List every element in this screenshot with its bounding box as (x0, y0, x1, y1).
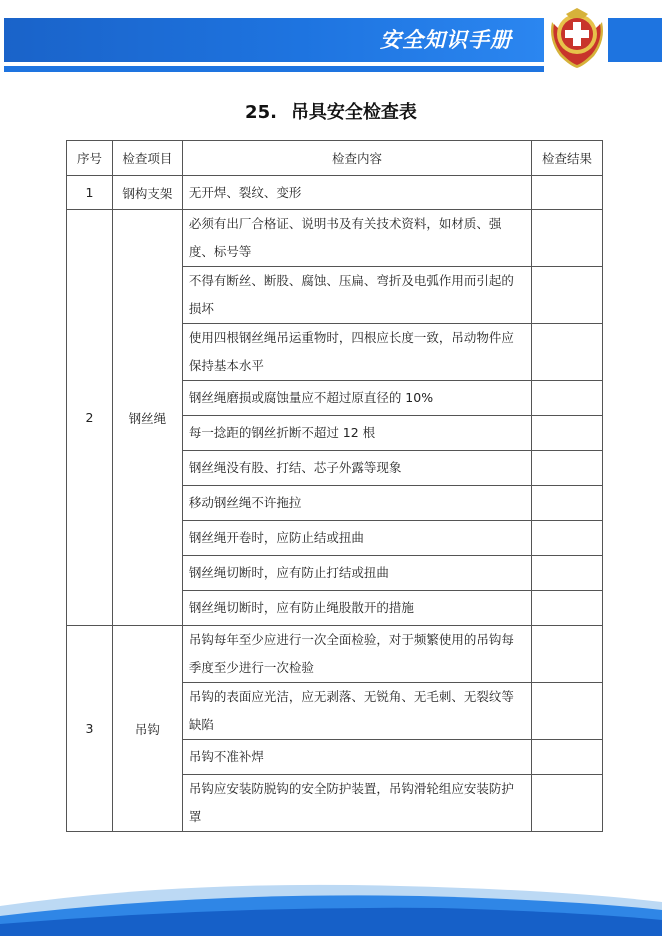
row-content: 钢丝绳没有股、打结、芯子外露等现象 (182, 451, 531, 486)
footer-wave (0, 872, 662, 936)
header-stripe (4, 66, 544, 72)
result-cell (532, 451, 603, 486)
inspection-table (66, 140, 603, 832)
result-cell (532, 416, 603, 451)
result-cell (532, 324, 603, 381)
row-content: 吊钩每年至少应进行一次全面检验，对于频繁使用的吊钩每季度至少进行一次检验 (182, 626, 531, 683)
table-header-row (67, 141, 603, 176)
row-content: 吊钩应安装防脱钩的安全防护装置，吊钩滑轮组应安装防护罩 (182, 775, 531, 832)
row-content: 吊钩的表面应光洁，应无剥落、无锐角、无毛刺、无裂纹等缺陷 (182, 683, 531, 740)
result-cell (532, 486, 603, 521)
table-row (67, 176, 603, 210)
row-content: 吊钩不准补焊 (182, 740, 531, 775)
row-item: 钢构支架 (112, 176, 182, 210)
result-cell (532, 381, 603, 416)
row-no: 2 (67, 210, 113, 626)
header-content: 检查内容 (182, 141, 531, 176)
row-content: 钢丝绳开卷时，应防止结或扭曲 (182, 521, 531, 556)
row-content: 不得有断丝、断股、腐蚀、压扁、弯折及电弧作用而引起的损坏 (182, 267, 531, 324)
table-row (67, 626, 603, 683)
row-content: 必须有出厂合格证、说明书及有关技术资料，如材质、强度、标号等 (182, 210, 531, 267)
result-cell (532, 176, 603, 210)
result-cell (532, 556, 603, 591)
page-number: 25. (245, 102, 277, 123)
safety-emblem-icon (544, 0, 610, 70)
row-no: 3 (67, 626, 113, 832)
row-item: 钢丝绳 (112, 210, 182, 626)
page-title (0, 98, 662, 124)
result-cell (532, 591, 603, 626)
row-content: 钢丝绳切断时，应有防止绳股散开的措施 (182, 591, 531, 626)
result-cell (532, 775, 603, 832)
header-band-right (608, 18, 662, 62)
result-cell (532, 210, 603, 267)
result-cell (532, 740, 603, 775)
result-cell (532, 626, 603, 683)
header-result: 检查结果 (532, 141, 603, 176)
header-no: 序号 (67, 141, 113, 176)
row-content: 无开焊、裂纹、变形 (182, 176, 531, 210)
header-title: 安全知识手册 (380, 28, 512, 52)
row-content: 每一捻距的钢丝折断不超过 12 根 (182, 416, 531, 451)
row-content: 移动钢丝绳不许拖拉 (182, 486, 531, 521)
row-content: 使用四根钢丝绳吊运重物时，四根应长度一致，吊动物件应保持基本水平 (182, 324, 531, 381)
result-cell (532, 267, 603, 324)
table-row (67, 210, 603, 267)
header-item: 检查项目 (112, 141, 182, 176)
row-content: 钢丝绳磨损或腐蚀量应不超过原直径的 10% (182, 381, 531, 416)
row-no: 1 (67, 176, 113, 210)
row-item: 吊钩 (112, 626, 182, 832)
page-title-text: 吊具安全检查表 (290, 102, 417, 123)
result-cell (532, 521, 603, 556)
result-cell (532, 683, 603, 740)
row-content: 钢丝绳切断时，应有防止打结或扭曲 (182, 556, 531, 591)
